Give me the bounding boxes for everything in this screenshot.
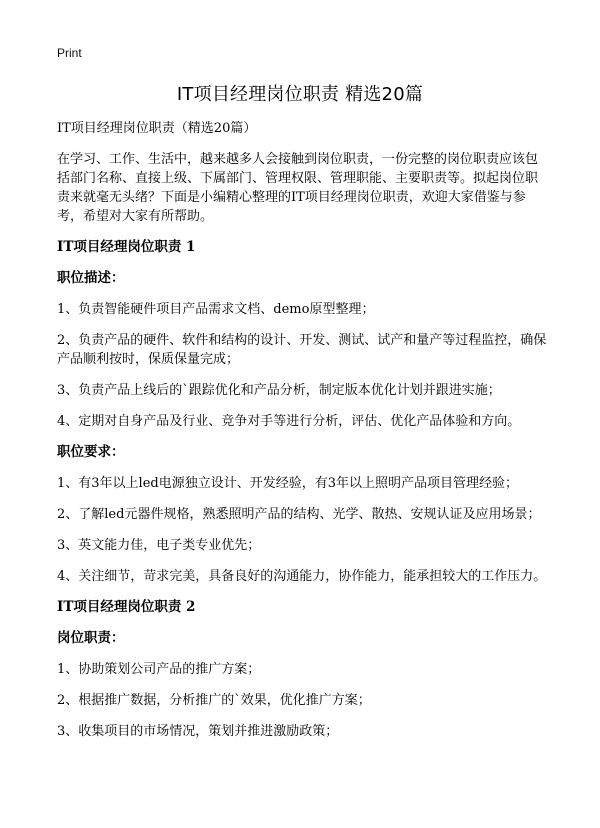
list-item: 2、根据推广数据，分析推广的`效果，优化推广方案； <box>57 693 371 708</box>
page-title: IT项目经理岗位职责 精选20篇 <box>176 84 424 105</box>
list-item: 3、收集项目的市场情况，策划并推进激励政策； <box>57 724 339 739</box>
list-item: 3、负责产品上线后的`跟踪优化和产品分析，制定版本优化计划并跟进实施； <box>57 383 501 398</box>
section-1-heading: IT项目经理岗位职责 1 <box>57 239 196 255</box>
section-2-heading: IT项目经理岗位职责 2 <box>57 599 196 615</box>
list-item: 2、负责产品的硬件、软件和结构的设计、开发、测试、试产和量产等过程监控，确保产品顺利按时，保质保量完成； <box>57 333 547 367</box>
list-item: 4、关注细节，苛求完美，具备良好的沟通能力，协作能力，能承担较大的工作压力。 <box>57 569 547 584</box>
list-item: 1、有3年以上led电源独立设计、开发经验，有3年以上照明产品项目管理经验； <box>57 476 518 491</box>
intro-paragraph: 在学习、工作、生活中，越来越多人会接触到岗位职责，一份完整的岗位职责应该包括部门名称、直接上级、下属部门、管理权限、管理职能、主要职责等。拟起岗位职责来就毫无头绪？下面是小编精心整理的IT项目经理岗位职责，欢迎大家借鉴与参考，希望对大家有所帮助。 <box>57 152 539 224</box>
print-link[interactable]: Print <box>57 46 82 60</box>
list-item: 1、协助策划公司产品的推广方案； <box>57 662 261 677</box>
list-item: 4、定期对自身产品及行业、竞争对手等进行分析，评估、优化产品体验和方向。 <box>57 414 521 429</box>
job-requirements-heading: 职位要求： <box>57 444 125 460</box>
list-item: 2、了解led元器件规格，熟悉照明产品的结构、光学、散热、安规认证及应用场景； <box>57 507 541 522</box>
list-item: 1、负责智能硬件项目产品需求文档、demo原型整理； <box>57 302 375 317</box>
document-body <box>57 120 549 753</box>
job-description-heading: 职位描述： <box>57 270 125 286</box>
position-duties-heading: 岗位职责： <box>57 630 125 646</box>
document-subtitle: IT项目经理岗位职责（精选20篇） <box>57 121 257 136</box>
list-item: 3、英文能力佳，电子类专业优先； <box>57 538 261 553</box>
